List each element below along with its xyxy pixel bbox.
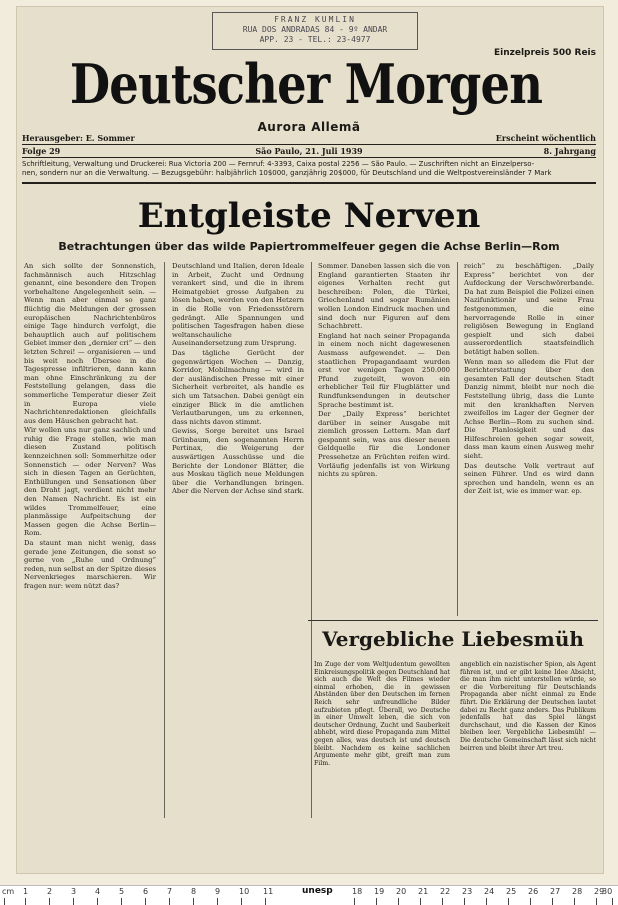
info-line: nen, sondern nur an die Verwaltung. — Bezugsgebühr: halbjährlich 10$000, ganzjährig 20$000, für Deutschland und die Weltpostvereinsländer 7 Mark xyxy=(22,169,552,177)
ruler-label: 21 xyxy=(418,887,429,896)
ruler-label: 2 xyxy=(47,887,53,896)
ruler-label: 9 xyxy=(215,887,221,896)
issue-price: Einzelpreis 500 Reis xyxy=(493,48,596,58)
ruler-tick xyxy=(420,898,421,905)
info-line: Schriftleitung, Verwaltung und Druckerei: Rua Victoria 200 — Fernruf: 4-3393, Caixa postal 2256 — São Paulo. — Zuschriften nicht an Einzelperso- xyxy=(22,160,535,168)
ruler-tick xyxy=(4,898,5,905)
ruler-label: 10 xyxy=(239,887,250,896)
ruler-tick xyxy=(49,898,50,905)
ruler-label: 30 xyxy=(602,887,613,896)
masthead-subtitle: Aurora Allemã xyxy=(257,120,361,134)
ruler-tick xyxy=(354,898,355,905)
ruler-label: cm xyxy=(2,887,15,896)
ruler-label: 19 xyxy=(374,887,385,896)
column-divider xyxy=(164,262,165,818)
ruler-tick xyxy=(169,898,170,905)
ruler-tick xyxy=(612,898,613,905)
ruler-label: 20 xyxy=(396,887,407,896)
ruler-tick xyxy=(508,898,509,905)
ruler-label: 18 xyxy=(352,887,363,896)
ruler-tick xyxy=(574,898,575,905)
ruler-tick xyxy=(464,898,465,905)
ruler-label: 8 xyxy=(191,887,197,896)
article-column-4 xyxy=(464,262,594,616)
ruler-tick xyxy=(596,898,597,905)
header-rule-top xyxy=(22,144,596,145)
ruler-label: 5 xyxy=(119,887,125,896)
ruler-tick xyxy=(442,898,443,905)
main-headline: Entgleiste Nerven xyxy=(137,196,481,236)
ruler-tick xyxy=(73,898,74,905)
header-rule-bottom xyxy=(22,157,596,158)
paragraph: Der „Daily Express“ berichtet darüber in seiner Ausgabe mit ziemlich grossen Lettern. Man darf gespannt sein, was aus dieser neuen Geldquelle für die Londoner Pressehetze an Früchten reifen wird. Vorläufig jedenfalls ist von Wirkung nichts zu spüren. xyxy=(318,410,450,479)
ruler-label: 26 xyxy=(528,887,539,896)
paragraph: Da staunt man nicht wenig, dass gerade jene Zeitungen, die sonst so gerne von „Ruhe und Ordnung“ reden, nun selbst an der Spitze dieses Nervenkrieges marschieren. Wir fragen nur: wem nützt das? xyxy=(24,539,156,590)
ruler-tick xyxy=(193,898,194,905)
paragraph: Sommer. Daneben lassen sich die von England garantierten Staaten ihr eigenes Verhalten recht gut beschreiben: Polen, die Türkei, Griechenland und sogar Rumänien wollen London Eindruck machen und sind doch nur Figuren auf dem Schachbrett. xyxy=(318,262,450,331)
ruler-label: 11 xyxy=(263,887,274,896)
stamp-address: RUA DOS ANDRADAS 84 - 9º ANDAR xyxy=(242,25,388,34)
ruler-tick xyxy=(145,898,146,905)
paragraph: An sich sollte der Sonnenstich, fachmännisch auch Hitzschlag genannt, eine besondere den Tropen vorbehaltene Angelegenheit sein. — Wenn man aber einmal so ganz flüchtig die Meldungen der grossen europäischen Nachrichtenbüros einige Tage hindurch verfolgt, die behauptlich auch auf politischem Gebiet immer den „dernier cri“ — den letzten Schrei! — organisieren — und bis weit noch Übersee in die Tagespresse infiltrieren, dann kann man ohne Einschränkung zu der Feststellung gelangen, dass die sommerliche Temperatur dieser Zeit in Europa viele Nachrichtenredaktionen gleichfalls aus dem Häuschen gebracht hat. xyxy=(24,262,156,425)
ruler-tick xyxy=(530,898,531,905)
scale-ruler xyxy=(0,885,618,905)
ruler-tick xyxy=(552,898,553,905)
ruler-label: 3 xyxy=(71,887,77,896)
stamp-phone: APP. 23 - TEL.: 23-4977 xyxy=(259,35,371,44)
secondary-article xyxy=(308,620,598,820)
ruler-label: 6 xyxy=(143,887,149,896)
ruler-tick xyxy=(486,898,487,905)
ruler-brand: unesp xyxy=(302,886,333,896)
ruler-tick xyxy=(265,898,266,905)
main-subheadline: Betrachtungen über das wilde Papiertrommelfeuer gegen die Achse Berlin—Rom xyxy=(58,240,560,253)
ruler-tick xyxy=(25,898,26,905)
paragraph: reich“ zu beschäftigen. „Daily Express“ berichtet von der Aufdeckung der Verschwörerbande. Da hat zum Beispiel die Polizei einen Nazifunktionär und seine Frau festgenommen, die eine hervorragende Rolle in einer religiösen Bewegung in England gespielt und sich dabei ausserordentlich staatsfeindlich betätigt haben sollen. xyxy=(464,262,594,356)
ruler-label: 23 xyxy=(462,887,473,896)
article-column-2 xyxy=(172,262,304,818)
paragraph: Das deutsche Volk vertraut auf seinen Führer. Und es wird dann sprechen und handeln, wenn es an der Zeit ist, wie es immer war. ep. xyxy=(464,461,594,496)
owner-stamp xyxy=(212,12,418,50)
ruler-tick xyxy=(376,898,377,905)
paragraph: Wenn man so alledem die Flut der Berichterstattung über den gesamten Fall der deutschen Stadt Danzig nimmt, bleibt nur noch die Feststellung übrig, dass die Lunte mit den krankhaften Nerven zweifellos im Lager der Gegner der Achse Berlin—Rom zu suchen sind. Die Planlosigkeit und das Hilfeschreien gehen sogar soweit, dass man kaum einen Ausweg mehr sieht. xyxy=(464,357,594,461)
paragraph: Wir wollen uns nur ganz sachlich und ruhig die Frage stellen, wie man diesen Zustand politisch kennzeichnen soll: Sommerhitze oder Sonnenstich — oder Nerven? Was sich in diesen Tagen an Gerüchten, Enthüllungen und Sensationen über den Draht jagt, verdient nicht mehr den Namen Nachricht. Es ist ein wildes Trommelfeuer, eine planmässige Aufpeitschung der Massen gegen die Achse Berlin—Rom. xyxy=(24,426,156,538)
ruler-label: 24 xyxy=(484,887,495,896)
ruler-label: 4 xyxy=(95,887,101,896)
secondary-column-2: angeblich ein nazistischer Spion, als Agent führen ist, und er gibt keine Idee Absicht, die man ihm nicht unterstellen würde, so er die Vorbereitung für Deutschlands Propaganda aber nicht einmal zu Ende führt. Die Erklärung der Deutschen lautet dabei zu Recht ganz anders. Das Publikum jedenfalls hat das Spiel längst durchschaut, und die Kassen der Kinos bleiben leer. Vergebliche Liebesmüh! — Die deutsche Gemeinschaft lässt sich nicht beirren und bleibt ihrer Art treu. xyxy=(460,661,596,752)
publication-info xyxy=(22,160,596,178)
ruler-label: 22 xyxy=(440,887,451,896)
newspaper-masthead: Deutscher Morgen xyxy=(69,52,543,116)
ruler-label: 29 xyxy=(594,887,605,896)
ruler-label: 25 xyxy=(506,887,517,896)
article-column-1 xyxy=(24,262,156,818)
stamp-name: FRANZ KUMLIN xyxy=(274,15,356,24)
ruler-tick xyxy=(97,898,98,905)
section-rule xyxy=(22,182,596,184)
article-column-3 xyxy=(318,262,450,616)
ruler-label: 7 xyxy=(167,887,173,896)
ruler-label: 28 xyxy=(572,887,583,896)
paragraph: Das tägliche Gerücht der gegenwärtigen Wochen — Danzig, Korridor, Mobilmachung — wird in der ausländischen Presse mit einer Sicherheit verbreitet, als handle es sich um Tatsachen. Dabei genügt ein einziger Blick in die amtlichen Verlautbarungen, um zu erkennen, dass nichts davon stimmt. xyxy=(172,348,304,426)
frequency-line: Erscheint wöchentlich xyxy=(495,133,596,143)
paragraph: Deutschland und Italien, deren Ideale in Arbeit, Zucht und Ordnung verankert sind, und die in ihrem Heimatgebiet grosse Aufgaben zu lösen haben, werden von den Hetzern in die Rolle von Friedensstörern gedrängt. Alle Spannungen und politischen Tagesfragen haben diese weltanschauliche Auseinandersetzung zum Ursprung. xyxy=(172,262,304,348)
secondary-column-1: Im Zuge der vom Weltjudentum gewollten Einkreisungspolitik gegen Deutschland hat sich auch die Welt des Filmes wieder einmal erhoben, die in gewissen Abständen über den Deutschen im fernen Reich sehr unfreundliche Bilder aufzubieten pflegt. Überall, wo Deutsche in einer Umwelt leben, die sich von deutscher Ordnung, Zucht und Sauberkeit abhebt, wird diese Propaganda zum Mittel gegen alles, was deutsch ist und deutsch bleibt. Nachdem es keine sachlichen Argumente mehr gibt, greift man zum Film. xyxy=(314,661,450,767)
issue-number: Folge 29 xyxy=(22,146,61,156)
column-divider xyxy=(457,262,458,616)
ruler-tick xyxy=(398,898,399,905)
publisher-line: Herausgeber: E. Sommer xyxy=(22,133,135,143)
paragraph: England hat nach seiner Propaganda in einem noch nicht dagewesenen Ausmass aufgewendet. — Den staatlichen Propagandaamt wurden erst vor wenigen Tagen 250.000 Pfund zugeteilt, wovon ein erheblicher Teil für Flugblätter und Rundfunksendungen in deutscher Sprache bestimmt ist. xyxy=(318,331,450,409)
secondary-headline: Vergebliche Liebesmüh xyxy=(322,627,584,651)
ruler-tick xyxy=(217,898,218,905)
paragraph: Gewiss, Sorge bereitet uns Israel Grünbaum, den sogenannten Herrn Pertinax, die Weigerung der auswärtigen Ausschüsse und die Berichte der Londoner Blätter, die aus Moskau täglich neue Meldungen über die Verhandlungen bringen. Aber die Nerven der Achse sind stark. xyxy=(172,427,304,496)
ruler-label: 27 xyxy=(550,887,561,896)
ruler-tick xyxy=(121,898,122,905)
ruler-tick xyxy=(241,898,242,905)
issue-date: São Paulo, 21. Juli 1939 xyxy=(255,146,363,156)
ruler-label: 1 xyxy=(23,887,29,896)
volume-number: 8. Jahrgang xyxy=(543,146,596,156)
